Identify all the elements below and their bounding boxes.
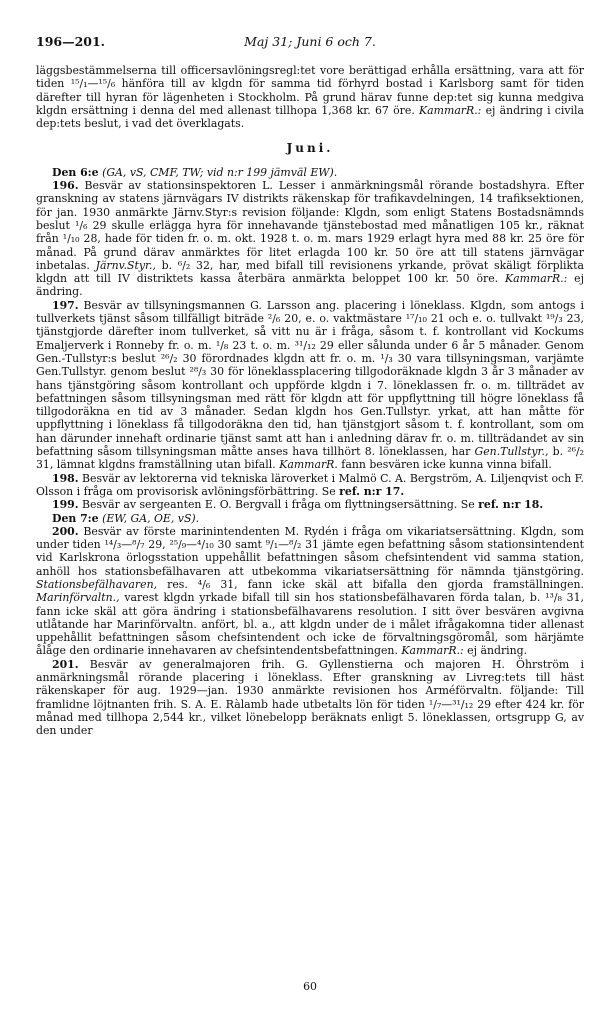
case-200: 200. Besvär av förste marinintendenten M. Rydén i fråga om vikariatsersättning. Klgdn, som under tiden ¹⁴/₃—⁸/₇ 29, ²⁵/₉—⁴/₁₀ 30 samt ⁹/₁—⁸/₂ 31 jämte egen befattning såsom stationsintendent vid Karlskrona örlogsstation uppehållit befattningen såsom chefsintendent vid samma station, anhöll hos stationsbefälhavaren att utbekomma vikariatsersättning för nämnda tjänstgöring. Stationsbefälhavaren, res. ⁴/₆ 31, fann icke skäl att bifalla den gjorda framställningen. Marinförvaltn., varest klgdn yrkade bifall till sin hos stationsbefälhavaren förda talan, b. ¹³/₈ 31, fann icke skäl att göra ändring i stationsbefälhavarens resolution. I sitt över besvären avgivna utlåtande har Marinförvaltn. anfört, bl. a., att klgdn under de i målet ifrågakomna tider allenast uppehållit befattningen såsom chefsintendent och icke de förvaltningsgöromål, som härjämte ålåge den ordinarie innehavaren av chefsintendentsbefattningen. KammarR.: ej ändring. <box>36 524 584 658</box>
document-page <box>36 34 585 993</box>
body-text <box>36 64 584 738</box>
running-date: Maj 31; Juni 6 och 7. <box>244 34 376 49</box>
reference-kammarr: KammarR.: <box>419 103 482 117</box>
case-196: 196. Besvär av stationsinspektoren L. Lesser i anmärkningsmål rörande bostadshyra. Efter granskning av statens järnvägars IV distrikts räkenskap för trafikavdelningen, 14 trafiksektionen, för jan. 1930 anmärkte Järnv.Styr:s revision följande: Klgdn, som enligt Statens Bostadsnämnds beslut ¹/₆ 29 skulle erlägga hyra för innehavande tjänstebostad med månatligen 105 kr., räknat från ¹/₁₀ 28, hade för tiden fr. o. m. okt. 1928 t. o. m. mars 1929 erlagt hyra med 88 kr. 25 öre för månad. På grund därav anmärktes för litet erlagda 100 kr. 50 öre att till statens järnvägar inbetalas. Järnv.Styr., b. ⁶/₂ 32, har, med bifall till revisionens yrkande, prövat skäligt förplikta klgdn att till IV distriktets kassa återbära anmärkta beloppet 100 kr. 50 öre. KammarR.: ej ändring. <box>36 179 584 299</box>
case-range: 196—201. <box>36 34 106 49</box>
session-date-7: Den 7:e (EW, GA, OE, vS). <box>52 511 200 525</box>
intro-paragraph: läggsbestämmelserna till officersavlöningsregl:tet vore berättigad erhålla ersättning, vara att för tiden ¹⁵/₁—¹⁵/₆ hänföra till av klgdn för samma tid förhyrd bostad i Karlsborg samt för tiden därefter till hyran för lägenheten i Stockholm. På grund härav funne dep:tet sig kunna medgiva klgdn ersättning i denna del med allenast tillhopa 1,368 kr. 67 öre. KammarR.: ej ändring i civila dep:tets beslut, i vad det överklagats. <box>36 64 584 131</box>
running-head <box>36 34 584 50</box>
case-201: 201. Besvär av generalmajoren frih. G. Gyllenstierna och majoren H. Öhrström i anmärkningsmål rörande placering i löneklass. Efter granskning av Livreg:tets till häst räkenskaper för aug. 1929—jan. 1930 anmärkte revisionen hos Arméförvaltn. följande: Till framlidne löjtnanten frih. S. A. E. Ràlamb hade utbetalts lön för tiden ¹/₇—³¹/₁₂ 29 efter 424 kr. för månad med tillhopa 2,544 kr., vilket lönebelopp beräknats enligt 5. löneklassen, ortsgrupp G, av den under <box>36 657 584 738</box>
case-number: 200. <box>52 524 79 538</box>
case-number: 201. <box>52 657 79 671</box>
page-number: 60 <box>303 980 317 993</box>
cross-reference: ref. n:r 18. <box>478 498 544 512</box>
case-number: 199. <box>52 498 79 512</box>
case-number: 196. <box>52 179 79 193</box>
case-number: 198. <box>52 471 79 485</box>
cross-reference: ref. n:r 17. <box>339 484 405 498</box>
case-197: 197. Besvär av tillsyningsmannen G. Larsson ang. placering i löneklass. Klgdn, som antogs i tullverkets tjänst såsom tillfälligt biträde ²/₆ 20, e. o. vaktmästare ¹⁷/₁₀ 21 och e. o. tullvakt ¹⁹/₃ 23, tjänstgjorde därefter inom tullverket, så vitt nu är i fråga, såsom t. f. kontrollant vid Kockums Emaljerverk i Ronneby fr. o. m. ¹/₈ 23 t. o. m. ³¹/₁₂ 29 eller sålunda under 6 år 5 månader. Genom Gen.-Tullstyr:s beslut ²⁶/₂ 30 förordnades klgdn att fr. o. m. ¹/₃ 30 vara tillsyningsman, varjämte Gen.Tullstyr. genom beslut ²⁸/₃ 30 för löneklassplacering tillgodoräknade klgdn 3 år 3 månader av hans tjänstgöring såsom kontrollant och uppförde klgdn i 7. löneklassen fr. o. m. tillträdet av befattningen såsom tillsyningsman med rätt för klgdn att för uppflyttning till högre löneklass få tillgodoräkna en tid av 3 månader. Sedan klgdn hos Gen.Tullstyr. yrkat, att han måtte för uppflyttning i löneklass få tillgodoräkna den tid, han tjänstgjort såsom t. f. kontrollant, som om han därunder innehaft ordinarie tjänst samt att han i anledning därav fr. o. m. tillträdandet av sin befattning såsom tillsyningsman måtte anses hava tillhört 8. löneklassen, har Gen.Tullstyr., b. ²⁶/₂ 31, lämnat klgdns framställning utan bifall. KammarR. fann besvären icke kunna vinna bifall. <box>36 298 585 472</box>
month-heading: Juni. <box>286 141 334 156</box>
case-198: 198. Besvär av lektorerna vid tekniska läroverket i Malmö C. A. Bergström, A. Liljenqvist och F. Olsson i fråga om provisorisk avlöningsförbättring. Se ref. n:r 17. <box>36 471 584 498</box>
case-number: 197. <box>52 298 79 312</box>
session-date-6: Den 6:e (GA, vS, CMF, TW; vid n:r 199 jämväl EW). <box>52 165 338 179</box>
case-199: 199. Besvär av sergeanten E. O. Bergvall i fråga om flyttningsersättning. Se ref. n:r 18. <box>52 498 544 512</box>
